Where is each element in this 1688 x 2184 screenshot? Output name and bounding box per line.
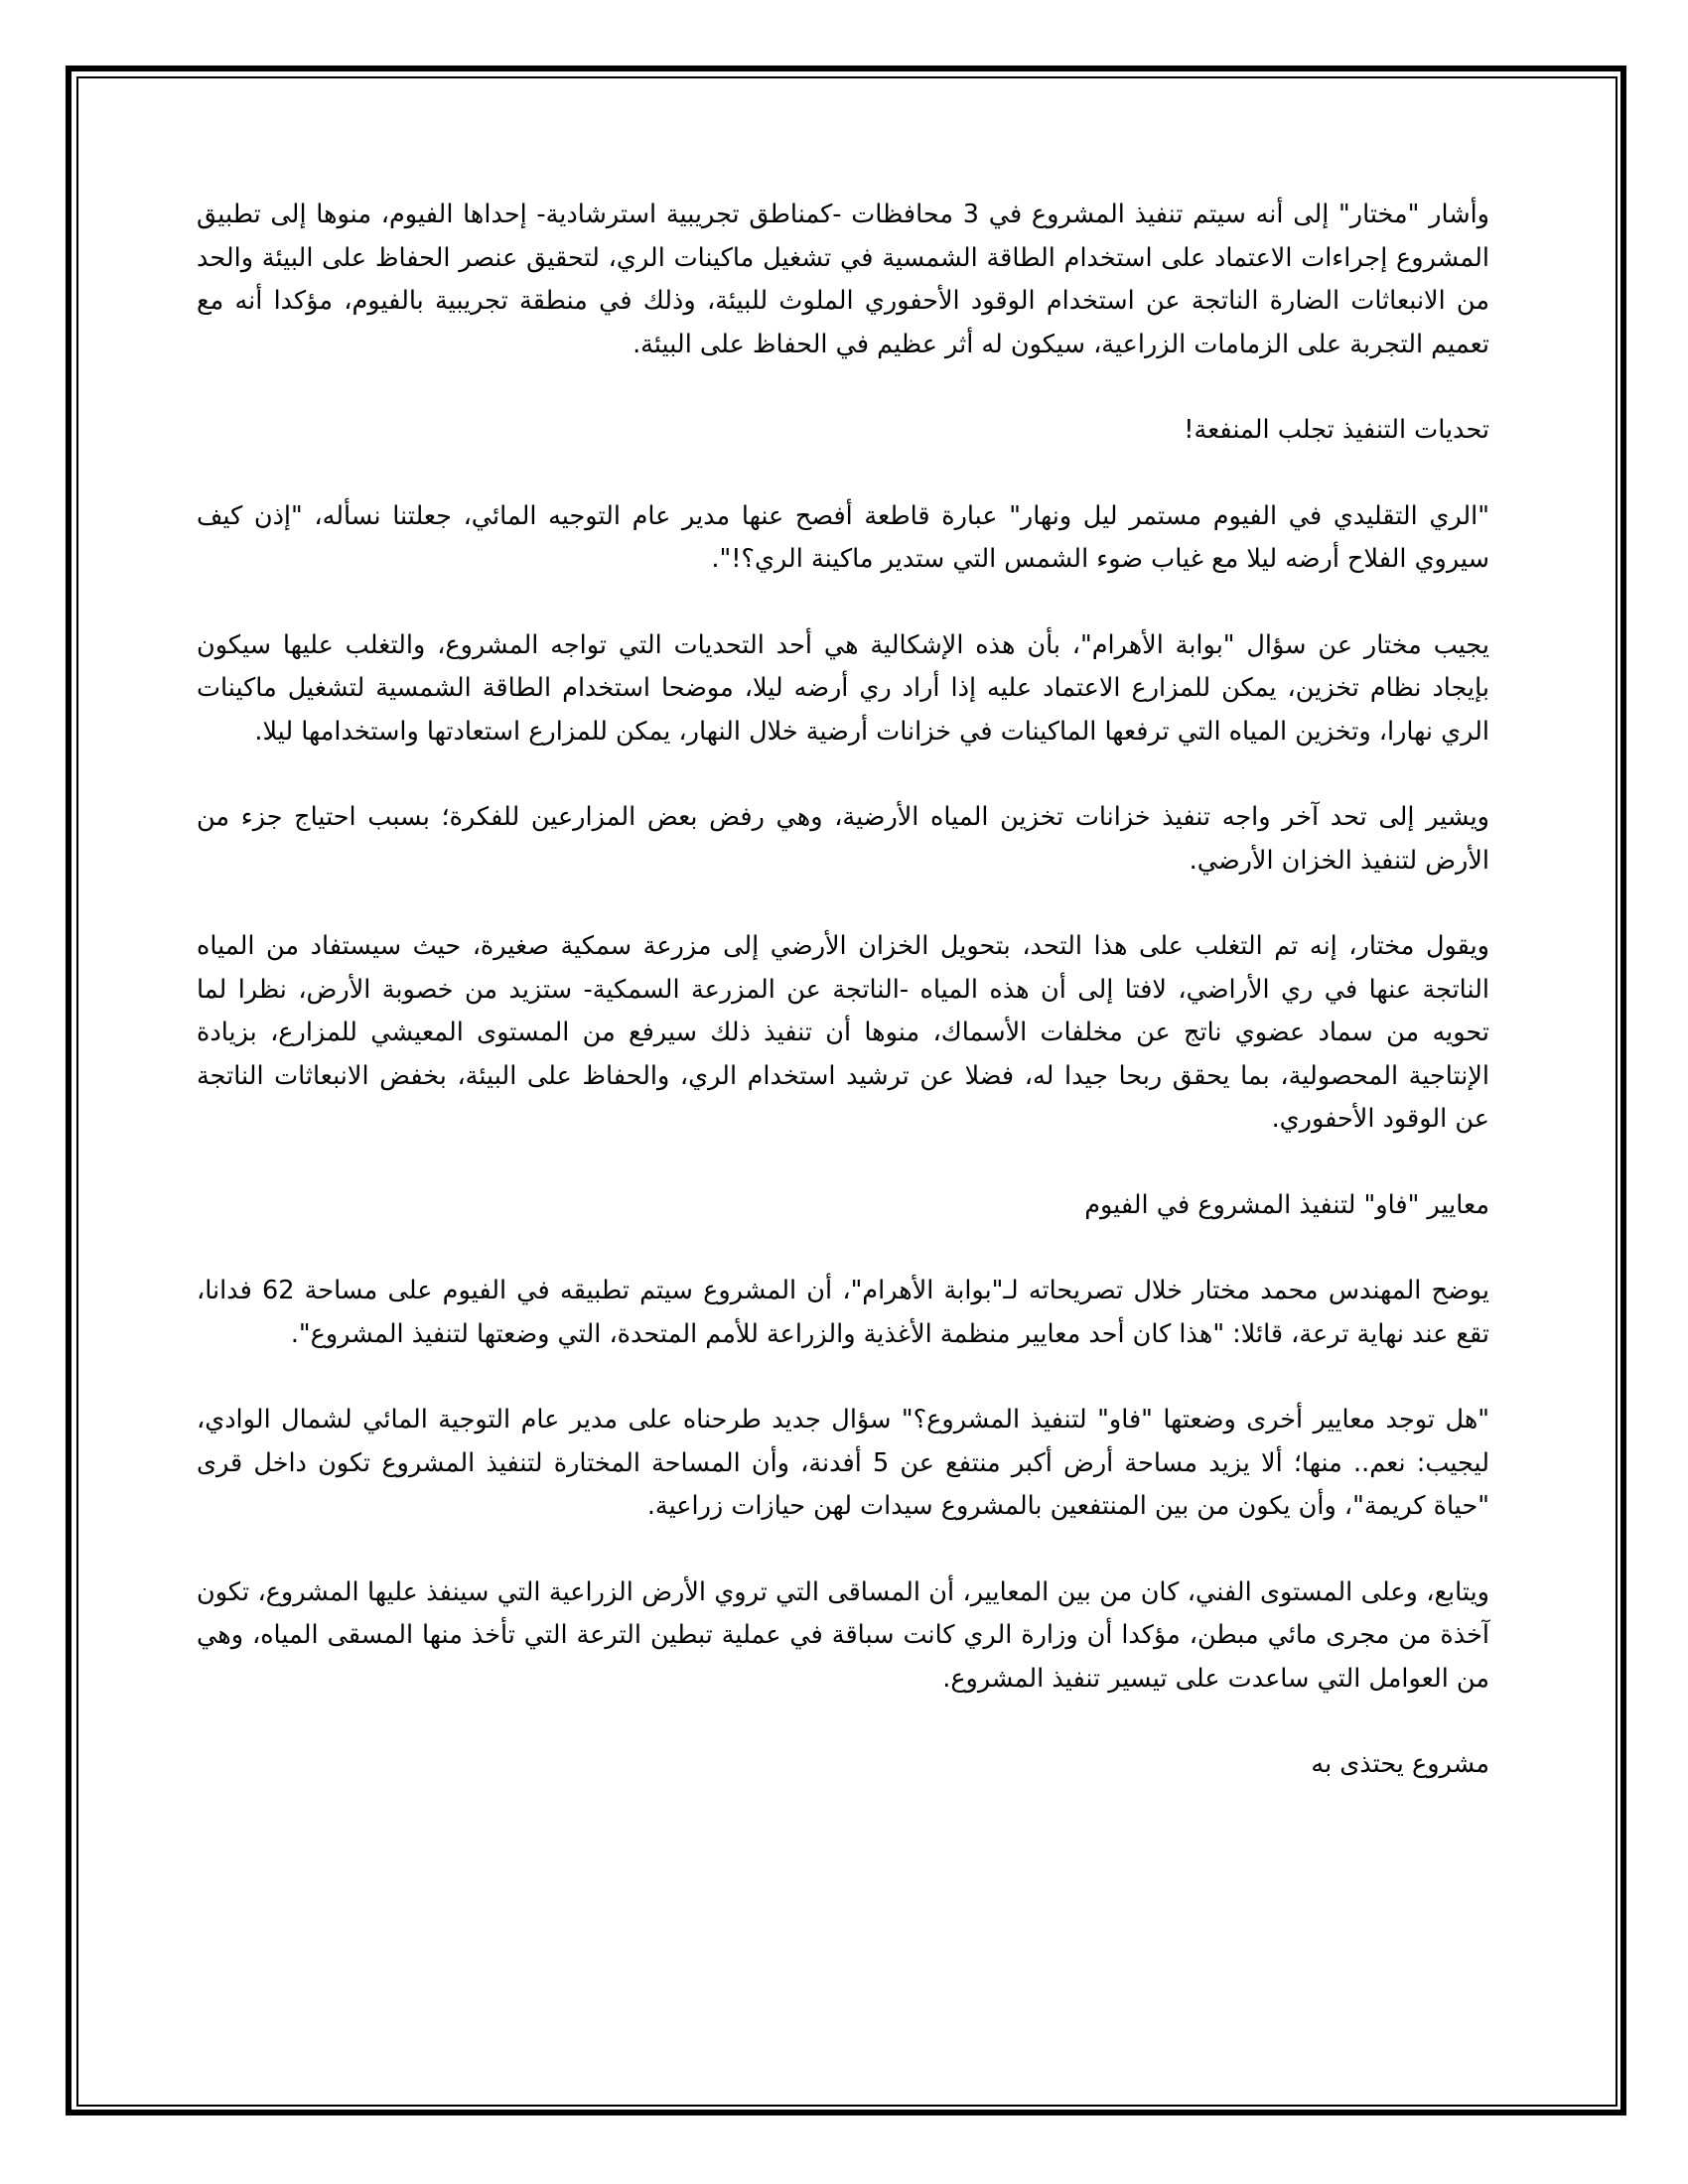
paragraph-night-irrigation-question: "الري التقليدي في الفيوم مستمر ليل ونهار" عبارة قاطعة أفصح عنها مدير عام التوجيه المائي، جعلتنا نسأله، "إذن كيف سيروي الفلاح أرضه ليلا مع غياب ضوء الشمس التي ستدير ماكينة الري؟!".	[197, 500, 1489, 574]
paragraph-project-area: يوضح المهندس محمد مختار خلال تصريحاته لـ"بوابة الأهرام"، أن المشروع سيتم تطبيقه في الفيوم على مساحة 62 فدانا، تقع عند نهاية ترعة، قائلا: "هذا كان أحد معايير منظمة الأغذية والزراعة للأمم المتحدة، التي وضعتها لتنفيذ المشروع".	[197, 1276, 1489, 1349]
paragraph-other-criteria: "هل توجد معايير أخرى وضعتها "فاو" لتنفيذ المشروع؟" سؤال جديد طرحناه على مدير عام التوجية المائي لشمال الوادي، ليجيب: نعم.. منها؛ ألا يزيد مساحة أرض أكبر منتفع عن 5 أفدنة، وأن المساحة المختارة لتنفيذ المشروع تكون داخل قرى "حياة كريمة"، وأن يكون من بين المنتفعين بالمشروع سيدات لهن حيازات زراعية.	[197, 1405, 1489, 1521]
paragraph-farmer-objection: ويشير إلى تحد آخر واجه تنفيذ خزانات تخزين المياه الأرضية، وهي رفض بعض المزارعين للفكرة؛ بسبب احتياج جزء من الأرض لتنفيذ الخزان الأرضي.	[197, 802, 1489, 876]
section-heading-fao-criteria: معايير "فاو" لتنفيذ المشروع في الفيوم	[1084, 1189, 1489, 1220]
section-heading-model-project: مشروع يحتذى به	[1311, 1749, 1489, 1779]
paragraph-technical-criteria: ويتابع، وعلى المستوى الفني، كان من بين المعايير، أن المساقى التي تروي الأرض الزراعية التي سينفذ عليها المشروع، تكون آخذة من مجرى مائي مبطن، مؤكدا أن وزارة الري كانت سباقة في عملية تبطين الترعة التي تأخذ منها المسقى المياه، وهي من العوامل التي ساعدت على تيسير تنفيذ المشروع.	[197, 1576, 1489, 1694]
section-heading-challenges: تحديات التنفيذ تجلب المنفعة!	[1184, 415, 1489, 445]
article-body	[197, 194, 1489, 1830]
paragraph-fish-farm: ويقول مختار، إنه تم التغلب على هذا التحد، بتحويل الخزان الأرضي إلى مزرعة سمكية صغيرة، حيث سيستفاد من المياه الناتجة عنها في ري الأراضي، لافتا إلى أن هذه المياه -الناتجة عن المزرعة السمكية- ستزيد من خصوبة الأرض، نظرا لما تحويه من سماد عضوي ناتج عن مخلفات الأسماك، منوها أن تنفيذ ذلك سيرفع من المستوى المعيشي للمزارع، بزيادة الإنتاجية المحصولية، بما يحقق ربحا جيدا له، فضلا عن ترشيد استخدام الري، والحفاظ على البيئة، بخفض الانبعاثات الناتجة عن الوقود الأحفوري.	[197, 931, 1489, 1134]
paragraph-solar-irrigation: وأشار "مختار" إلى أنه سيتم تنفيذ المشروع في 3 محافظات -كمناطق تجريبية استرشادية- إحداها الفيوم، منوها إلى تطبيق المشروع إجراءات الاعتماد على استخدام الطاقة الشمسية في تشغيل ماكينات الري، لتحقيق عنصر الحفاظ على البيئة والحد من الانبعاثات الضارة الناتجة عن استخدام الوقود الأحفوري الملوث للبيئة، وذلك في منطقة تجريبية بالفيوم، مؤكدا أنه مع تعميم التجربة على الزمامات الزراعية، سيكون له أثر عظيم في الحفاظ على البيئة.	[197, 200, 1489, 359]
paragraph-storage-solution: يجيب مختار عن سؤال "بوابة الأهرام"، بأن هذه الإشكالية هي أحد التحديات التي تواجه المشروع، والتغلب عليها سيكون بإيجاد نظام تخزين، يمكن للمزارع الاعتماد عليه إذا أراد ري أرضه ليلا، موضحا استخدام الطاقة الشمسية لتشغيل ماكينات الري نهارا، وتخزين المياه التي ترفعها الماكينات في خزانات أرضية خلال النهار، يمكن للمزارع استعادتها واستخدامها ليلا.	[197, 629, 1489, 747]
